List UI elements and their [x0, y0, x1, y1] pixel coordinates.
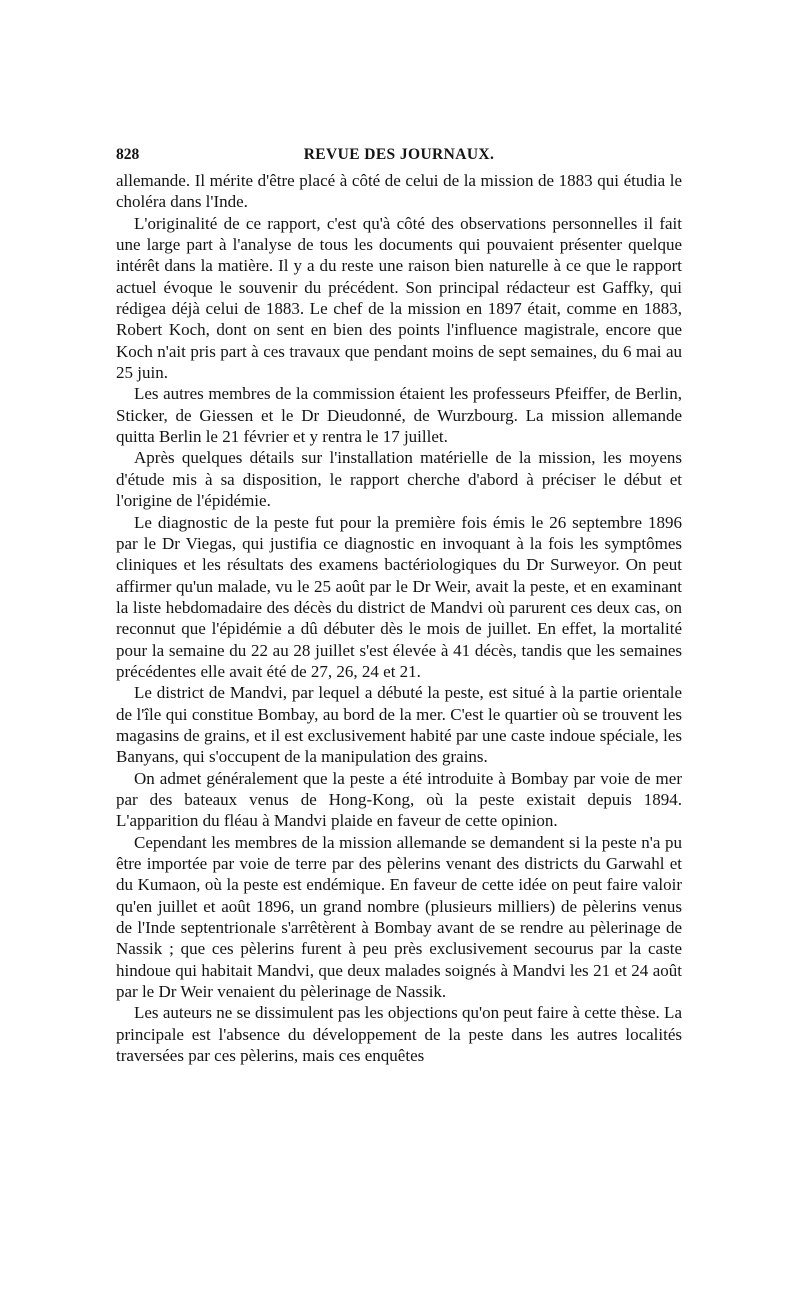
paragraph-6: Le district de Mandvi, par lequel a débuté la peste, est situé à la partie orientale de l'île qui constitue Bombay, au bord de la mer. C'est le quartier où se trouvent les magasins de grains, et il est exclusivement habité par une caste indoue spéciale, les Banyans, qui s'occupent de la manipulation des grains. [116, 683, 682, 767]
paragraph-3: Les autres membres de la commission étaient les professeurs Pfeiffer, de Berlin, Sticker, de Giessen et le Dr Dieudonné, de Wurzbourg. La mission allemande quitta Berlin le 21 février et y rentra le 17 juillet. [116, 384, 682, 447]
page-header [116, 146, 682, 170]
paragraph-8: Cependant les membres de la mission allemande se demandent si la peste n'a pu être importée par voie de terre par des pèlerins venant des districts du Garwahl et du Kumaon, où la peste est endémique. En faveur de cette idée on peut faire valoir qu'en juillet et août 1896, un grand nombre (plusieurs milliers) de pèlerins venus de l'Inde septentrionale s'arrêtèrent à Bombay avant de se rendre au pèlerinage de Nassik ; que ces pèlerins furent à peu près exclusivement secourus par la caste hindoue qui habitait Mandvi, que deux malades soignés à Mandvi les 21 et 24 août par le Dr Weir venaient du pèlerinage de Nassik. [116, 832, 682, 1002]
running-title: REVUE DES JOURNAUX. [303, 146, 495, 163]
document-page [116, 146, 682, 1066]
paragraph-1: allemande. Il mérite d'être placé à côté de celui de la mission de 1883 qui étudia le choléra dans l'Inde. [116, 171, 682, 212]
paragraph-9: Les auteurs ne se dissimulent pas les objections qu'on peut faire à cette thèse. La principale est l'absence du développement de la peste dans les autres localités traversées par ces pèlerins, mais ces enquêtes [116, 1003, 682, 1066]
paragraph-4: Après quelques détails sur l'installation matérielle de la mission, les moyens d'étude mis à sa disposition, le rapport cherche d'abord à préciser le début et l'origine de l'épidémie. [116, 448, 682, 511]
paragraph-5: Le diagnostic de la peste fut pour la première fois émis le 26 septembre 1896 par le Dr Viegas, qui justifia ce diagnostic en invoquant à la fois les symptômes cliniques et les résultats des examens bactériologiques du Dr Surweyor. On peut affirmer qu'un malade, vu le 25 août par le Dr Weir, avait la peste, et en examinant la liste hebdomadaire des décès du district de Mandvi où parurent ces deux cas, on reconnut que l'épidémie a dû débuter dès le mois de juillet. En effet, la mortalité pour la semaine du 22 au 28 juillet s'est élevée à 41 décès, tandis que les semaines précédentes elle avait été de 27, 26, 24 et 21. [116, 512, 682, 681]
page-number: 828 [116, 146, 140, 163]
paragraph-2: L'originalité de ce rapport, c'est qu'à côté des observations personnelles il fait une large part à l'analyse de tous les documents qui pouvaient présenter quelque intérêt dans la matière. Il y a du reste une raison bien naturelle à ce que le rapport actuel évoque le souvenir du précédent. Son principal rédacteur est Gaffky, qui rédigea déjà celui de 1883. Le chef de la mission en 1897 était, comme en 1883, Robert Koch, dont on sent en bien des points l'influence magistrale, encore que Koch n'ait pris part à ces travaux que pendant moins de sept semaines, du 6 mai au 25 juin. [116, 213, 682, 383]
paragraph-7: On admet généralement que la peste a été introduite à Bombay par voie de mer par des bateaux venus de Hong-Kong, où la peste existait depuis 1894. L'apparition du fléau à Mandvi plaide en faveur de cette opinion. [116, 768, 682, 831]
article-body [116, 170, 682, 1066]
